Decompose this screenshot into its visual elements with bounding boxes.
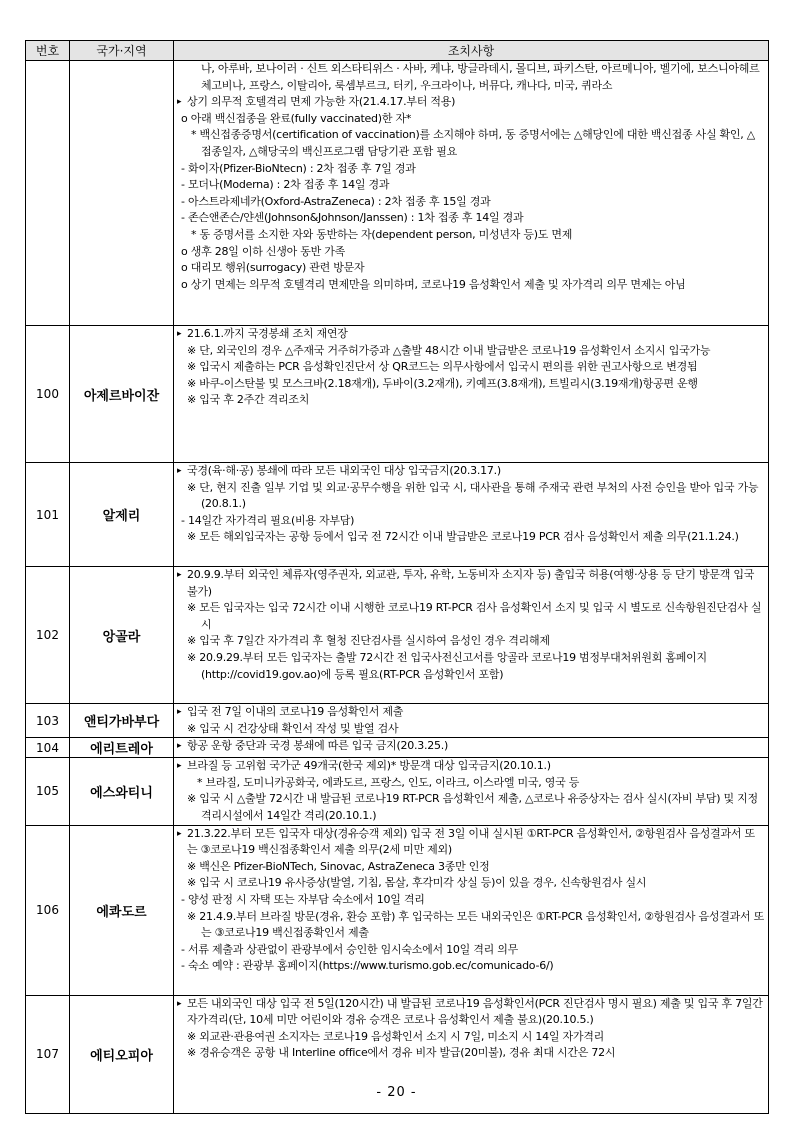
measure-line: * 백신접종증명서(certification of vaccination)를 소지해야 하며, 동 증명서에는 △해당인에 대한 백신접종 사실 확인, △접종일자, △해당국의 백신프로그램 담당기관 포함 필요 [191, 128, 756, 158]
row-number: 101 [26, 463, 70, 567]
table-row [26, 567, 769, 704]
table-row [26, 825, 769, 995]
measure-line: ▸ 20.9.9.부터 외국인 체류자(영주권자, 외교관, 투자, 유학, 노동비자 소지자 등) 출입국 허용(여행·상용 등 단기 방문객 입국 불가) [177, 567, 764, 600]
measure-line: ※ 입국 시 코로나19 유사증상(발열, 기침, 몸살, 후각미각 상실 등)이 있을 경우, 신속항원검사 실시 [187, 876, 647, 890]
country-name: 에리트레아 [70, 738, 174, 758]
header-country: 국가·지역 [70, 41, 174, 61]
country-name: 앤티가바부다 [70, 704, 174, 738]
measure-line: * 동 증명서를 소지한 자와 동반하는 자(dependent person, 미성년자 등)도 면제 [191, 227, 573, 241]
measure-line: ※ 입국 후 7일간 자가격리 후 혈청 진단검사를 실시하여 음성인 경우 격리해제 [187, 634, 550, 648]
row-number: 103 [26, 704, 70, 738]
measure-line: ▸ 입국 전 7일 이내의 코로나19 음성확인서 제출 [177, 704, 764, 721]
measure-line: - 존슨앤존슨/얀센(Johnson&Johnson/Janssen) : 1차 접종 후 14일 경과 [181, 211, 524, 225]
measure-line: ▸ 모든 내외국인 대상 입국 전 5일(120시간) 내 발급된 코로나19 음성확인서(PCR 진단검사 명시 필요) 제출 및 입국 후 7일간 자가격리(단, 10세 미만 어린이와 경유 승객은 코로나 음성확인서 제출 불요)(20.10.5.) [177, 996, 764, 1029]
measure-line: o 대리모 행위(surrogacy) 관련 방문자 [181, 261, 365, 275]
measure-line: ※ 단, 외국인의 경우 △주재국 거주허가증과 △출발 48시간 이내 발급받은 코로나19 음성확인서 소지시 입국가능 [187, 343, 711, 357]
measure-line: ▸ 브라질 등 고위험 국가군 49개국(한국 제외)* 방문객 대상 입국금지(20.10.1.) [177, 758, 764, 775]
table-row [26, 326, 769, 463]
row-number: 106 [26, 825, 70, 995]
measure-line: ※ 입국 시 건강상태 확인서 작성 및 발열 검사 [187, 721, 399, 735]
measure-line: ※ 경유승객은 공항 내 Interline office에서 경유 비자 발급(20미불), 경유 최대 시간은 72시 [187, 1046, 616, 1060]
measure-line: ▸ 상기 의무적 호텔격리 면제 가능한 자(21.4.17.부터 적용) [177, 94, 764, 111]
country-name: 앙골라 [70, 567, 174, 704]
header-measures: 조치사항 [174, 41, 769, 61]
table-row [26, 704, 769, 738]
measure-line: ※ 모든 해외입국자는 공항 등에서 입국 전 72시간 이내 발급받은 코로나19 PCR 검사 음성확인서 제출 의무(21.1.24.) [187, 530, 739, 544]
table-row [26, 463, 769, 567]
measure-line: ※ 입국 시 △출발 72시간 내 발급된 코로나19 RT-PCR 음성확인서 제출, △코로나 유증상자는 검사 실시(자비 부담) 및 지정 격리시설에서 14일간 격리(20.10.1.) [187, 792, 758, 822]
measure-line: ▸ 국경(육·해·공) 봉쇄에 따라 모든 내외국인 대상 입국금지(20.3.17.) [177, 463, 764, 480]
measure-line: - 모더나(Moderna) : 2차 접종 후 14일 경과 [181, 178, 390, 192]
measure-line: - 화이자(Pfizer-BioNtecn) : 2차 접종 후 7일 경과 [181, 161, 416, 175]
measure-line: o 상기 면제는 의무적 호텔격리 면제만을 의미하며, 코로나19 음성확인서 제출 및 자가격리 의무 면제는 아님 [181, 277, 686, 291]
measure-line: - 아스트라제네카(Oxford-AstraZeneca) : 2차 접종 후 15일 경과 [181, 194, 491, 208]
measure-line: ※ 21.4.9.부터 브라질 방문(경유, 환승 포함) 후 입국하는 모든 내외국인은 ①RT-PCR 음성확인서, ②항원검사 음성결과서 또는 ③코로나19 백신접종확인서 제출 [187, 909, 764, 940]
measures-table [25, 40, 769, 1114]
measure-line: ※ 단, 현지 진출 일부 기업 및 외교·공무수행을 위한 입국 시, 대사관을 통해 주재국 관련 부처의 사전 승인을 받아 입국 가능(20.8.1.) [187, 480, 759, 511]
country-name [70, 61, 174, 326]
measure-line: - 14일간 자가격리 필요(비용 자부담) [181, 513, 355, 527]
table-row [26, 61, 769, 326]
table-row [26, 738, 769, 758]
measure-cell [174, 61, 769, 326]
row-number: 105 [26, 758, 70, 825]
measure-line: ※ 백신은 Pfizer-BioNTech, Sinovac, AstraZeneca 3종만 인정 [187, 859, 490, 873]
measure-line: ▸ 21.6.1.까지 국경봉쇄 조치 재연장 [177, 326, 764, 343]
measure-line: ※ 바쿠-이스탄불 및 모스크바(2.18재개), 두바이(3.2재개), 키예프(3.8재개), 트빌리시(3.19재개)항공편 운행 [187, 376, 698, 390]
header-number: 번호 [26, 41, 70, 61]
measure-line: ※ 입국시 제출하는 PCR 음성확인진단서 상 QR코드는 의무사항에서 입국시 편의를 위한 권고사항으로 변경됨 [187, 360, 698, 374]
country-name: 에스와티니 [70, 758, 174, 825]
country-name: 에콰도르 [70, 825, 174, 995]
measure-cell [174, 326, 769, 463]
measure-line: ▸ 21.3.22.부터 모든 입국자 대상(경유승객 제외) 입국 전 3일 이내 실시된 ①RT-PCR 음성확인서, ②항원검사 음성결과서 또는 ③코로나19 백신접종확인서 제출 의무(2세 미만 제외) [177, 826, 764, 859]
measure-line: 나, 아루바, 보나이러 · 신트 외스타티위스 · 사바, 케냐, 방글라데시, 몰디브, 파키스탄, 아르메니아, 벨기에, 보스니아헤르체고비나, 프랑스, 이탈리아, 룩셈부르크, 터키, 우크라이나, 버뮤다, 캐나다, 미국, 퀴라소 [201, 62, 760, 92]
measure-line: ※ 모든 입국자는 입국 72시간 이내 시행한 코로나19 RT-PCR 검사 음성확인서 소지 및 입국 시 별도로 신속항원진단검사 실시 [187, 601, 762, 631]
country-name: 알제리 [70, 463, 174, 567]
measure-line: ※ 외교관·관용여권 소지자는 코로나19 음성확인서 소지 시 7일, 미소지 시 14일 자가격리 [187, 1029, 604, 1043]
measure-line: - 양성 판정 시 자택 또는 자부담 숙소에서 10일 격리 [181, 892, 425, 906]
measure-line: * 브라질, 도미니카공화국, 에콰도르, 프랑스, 인도, 이라크, 이스라엘 미국, 영국 등 [197, 775, 580, 789]
measure-line: ※ 입국 후 2주간 격리조치 [187, 393, 310, 407]
country-name: 아제르바이잔 [70, 326, 174, 463]
measure-line: o 생후 28일 이하 신생아 동반 가족 [181, 244, 345, 258]
measure-cell [174, 758, 769, 825]
measure-line: - 숙소 예약 : 관광부 홈페이지(https://www.turismo.gob.ec/comunicado-6/) [181, 959, 554, 973]
row-number: 100 [26, 326, 70, 463]
row-number: 104 [26, 738, 70, 758]
table-header-row [26, 41, 769, 61]
measure-line: o 아래 백신접종을 완료(fully vaccinated)한 자* [181, 111, 412, 125]
row-number [26, 61, 70, 326]
measure-line: ※ 20.9.29.부터 모든 입국자는 출발 72시간 전 입국사전신고서를 앙골라 코로나19 범정부대처위원회 홈페이지(http://covid19.gov.ao)에 등록 필요(RT-PCR 음성확인서 포함) [187, 650, 707, 681]
measure-cell [174, 825, 769, 995]
measure-cell [174, 567, 769, 704]
measure-cell [174, 704, 769, 738]
row-number: 107 [26, 995, 70, 1113]
table-row [26, 758, 769, 825]
measure-line: ▸ 항공 운항 중단과 국경 봉쇄에 따른 입국 금지(20.3.25.) [177, 738, 764, 755]
measure-cell [174, 738, 769, 758]
measure-cell [174, 463, 769, 567]
measure-line: - 서류 제출과 상관없이 관광부에서 승인한 임시숙소에서 10일 격리 의무 [181, 942, 518, 956]
country-name: 에티오피아 [70, 995, 174, 1113]
row-number: 102 [26, 567, 70, 704]
page-number: - 20 - [376, 1085, 417, 1100]
